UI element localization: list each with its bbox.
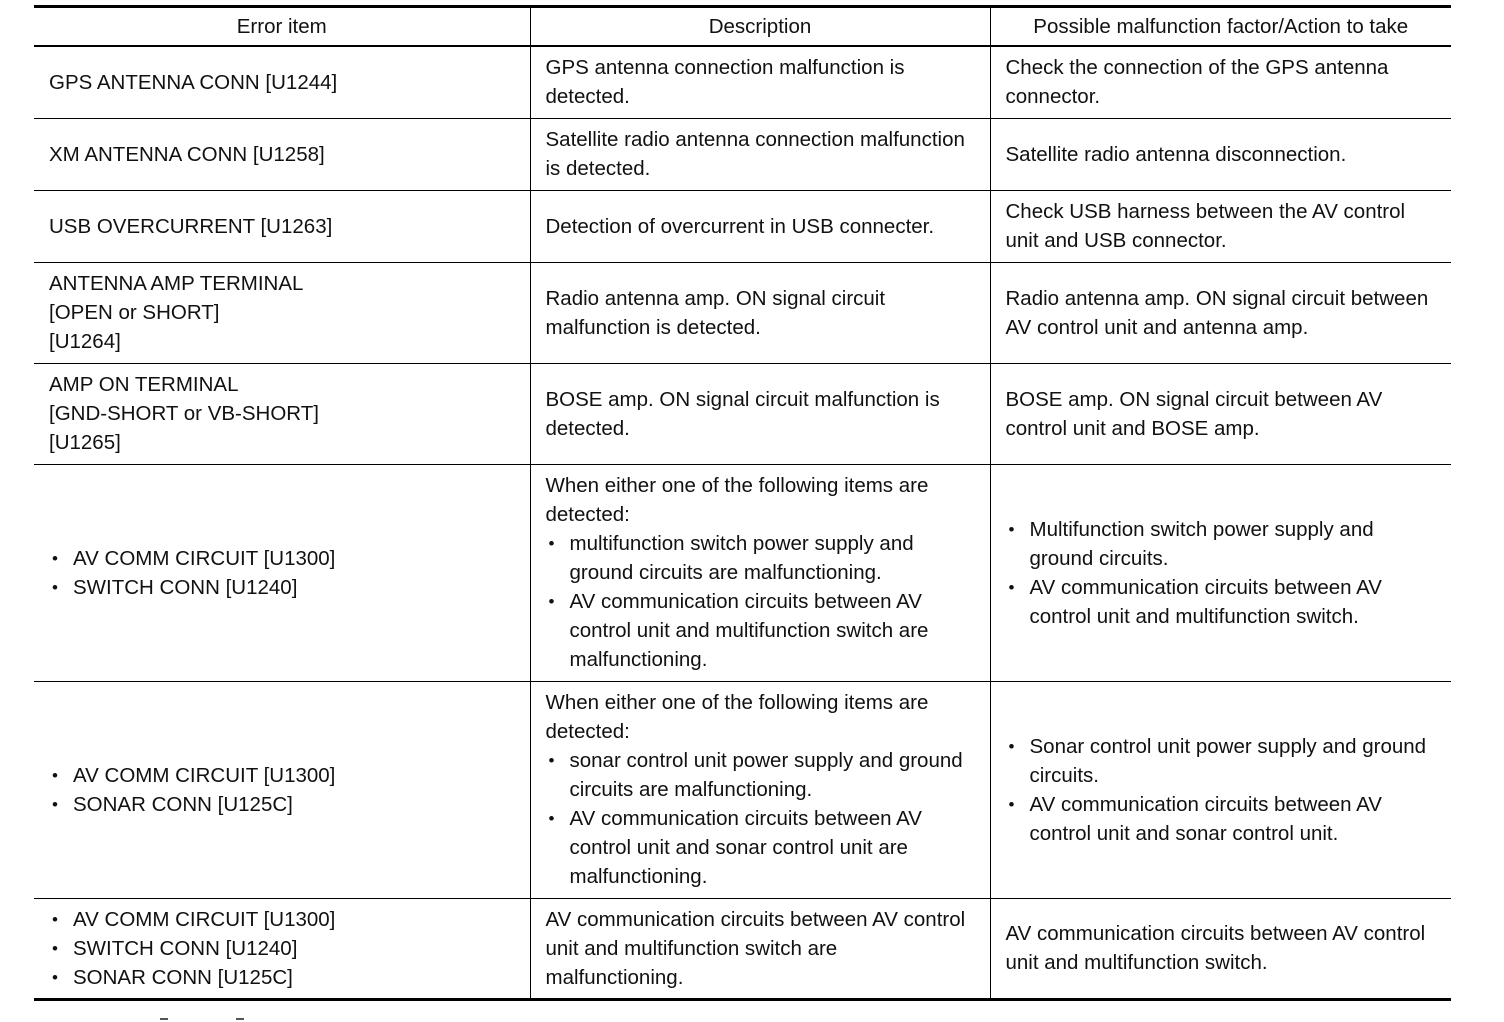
- column-header-error-item: Error item: [34, 7, 530, 47]
- error-item-list: [49, 761, 518, 819]
- error-item-line: ANTENNA AMP TERMINAL: [49, 272, 304, 295]
- error-item-bullet: • SONAR CONN [U125C]: [49, 963, 518, 992]
- description-cell: [530, 681, 990, 898]
- description-cell: [530, 464, 990, 681]
- description-list: [546, 529, 978, 674]
- description-cell: Radio antenna amp. ON signal circuit malfunction is detected.: [530, 262, 990, 363]
- description-bullet: • multifunction switch power supply and ground circuits are malfunctioning.: [546, 529, 978, 587]
- error-item-cell: [34, 898, 530, 999]
- table-row: [34, 363, 1451, 464]
- action-cell: [990, 681, 1451, 898]
- error-item-bullet: • AV COMM CIRCUIT [U1300]: [49, 544, 518, 573]
- description-bullet: • sonar control unit power supply and ground circuits are malfunctioning.: [546, 746, 978, 804]
- error-item-line: [OPEN or SHORT]: [49, 301, 220, 324]
- error-item-line: AMP ON TERMINAL: [49, 373, 239, 396]
- error-item-bullet: • SWITCH CONN [U1240]: [49, 573, 518, 602]
- error-item-cell: USB OVERCURRENT [U1263]: [34, 190, 530, 262]
- description-bullet: • AV communication circuits between AV control unit and sonar control unit are malfunctioning.: [546, 804, 978, 891]
- action-cell: Satellite radio antenna disconnection.: [990, 118, 1451, 190]
- description-cell: BOSE amp. ON signal circuit malfunction is detected.: [530, 363, 990, 464]
- error-item-bullet: • SWITCH CONN [U1240]: [49, 934, 518, 963]
- table-row: [34, 190, 1451, 262]
- error-item-line: [U1264]: [49, 330, 121, 353]
- error-item-cell: [34, 464, 530, 681]
- error-item-cell: XM ANTENNA CONN [U1258]: [34, 118, 530, 190]
- table-row: [34, 118, 1451, 190]
- error-item-bullet: • SONAR CONN [U125C]: [49, 790, 518, 819]
- table-header-row: [34, 7, 1451, 47]
- action-bullet: • Sonar control unit power supply and ground circuits.: [1006, 732, 1440, 790]
- description-list: [546, 746, 978, 891]
- column-header-action: Possible malfunction factor/Action to take: [990, 7, 1451, 47]
- error-item-bullet: • AV COMM CIRCUIT [U1300]: [49, 761, 518, 790]
- page-cut-off-marks: [160, 1014, 250, 1022]
- table-row: [34, 464, 1451, 681]
- error-item-cell: [34, 681, 530, 898]
- table-row: [34, 681, 1451, 898]
- action-cell: AV communication circuits between AV control unit and multifunction switch.: [1005, 922, 1426, 974]
- action-cell: Radio antenna amp. ON signal circuit between AV control unit and antenna amp.: [990, 262, 1451, 363]
- table-row: [34, 262, 1451, 363]
- table-row: [34, 46, 1451, 118]
- action-cell: Check USB harness between the AV control unit and USB connector.: [990, 190, 1451, 262]
- action-cell: BOSE amp. ON signal circuit between AV control unit and BOSE amp.: [990, 363, 1451, 464]
- error-item-line: [GND-SHORT or VB-SHORT]: [49, 402, 319, 425]
- action-cell: [990, 464, 1451, 681]
- description-bullet: • AV communication circuits between AV control unit and multifunction switch are malfunctioning.: [546, 587, 978, 674]
- error-item-cell: [34, 262, 530, 363]
- error-item-cell: [34, 363, 530, 464]
- description-cell: Detection of overcurrent in USB connecter.: [530, 190, 990, 262]
- error-item-list: [49, 905, 518, 992]
- action-bullet: • AV communication circuits between AV control unit and multifunction switch.: [1006, 573, 1440, 631]
- description-intro: When either one of the following items are detected:: [545, 691, 929, 743]
- action-cell: Check the connection of the GPS antenna connector.: [990, 46, 1451, 118]
- description-cell: GPS antenna connection malfunction is detected.: [530, 46, 990, 118]
- action-list: [1006, 732, 1440, 848]
- error-item-cell: GPS ANTENNA CONN [U1244]: [34, 46, 530, 118]
- column-header-description: Description: [530, 7, 990, 47]
- action-bullet: • AV communication circuits between AV control unit and sonar control unit.: [1006, 790, 1440, 848]
- error-item-table: [34, 5, 1451, 1001]
- table-row: [34, 898, 1451, 999]
- description-intro: When either one of the following items are detected:: [545, 474, 929, 526]
- error-item-bullet: • AV COMM CIRCUIT [U1300]: [49, 905, 518, 934]
- error-item-line: [U1265]: [49, 431, 121, 454]
- description-cell: Satellite radio antenna connection malfunction is detected.: [530, 118, 990, 190]
- action-list: [1006, 515, 1440, 631]
- action-bullet: • Multifunction switch power supply and ground circuits.: [1006, 515, 1440, 573]
- description-cell: AV communication circuits between AV control unit and multifunction switch are malfunctioning.: [530, 898, 990, 999]
- error-item-list: [49, 544, 518, 602]
